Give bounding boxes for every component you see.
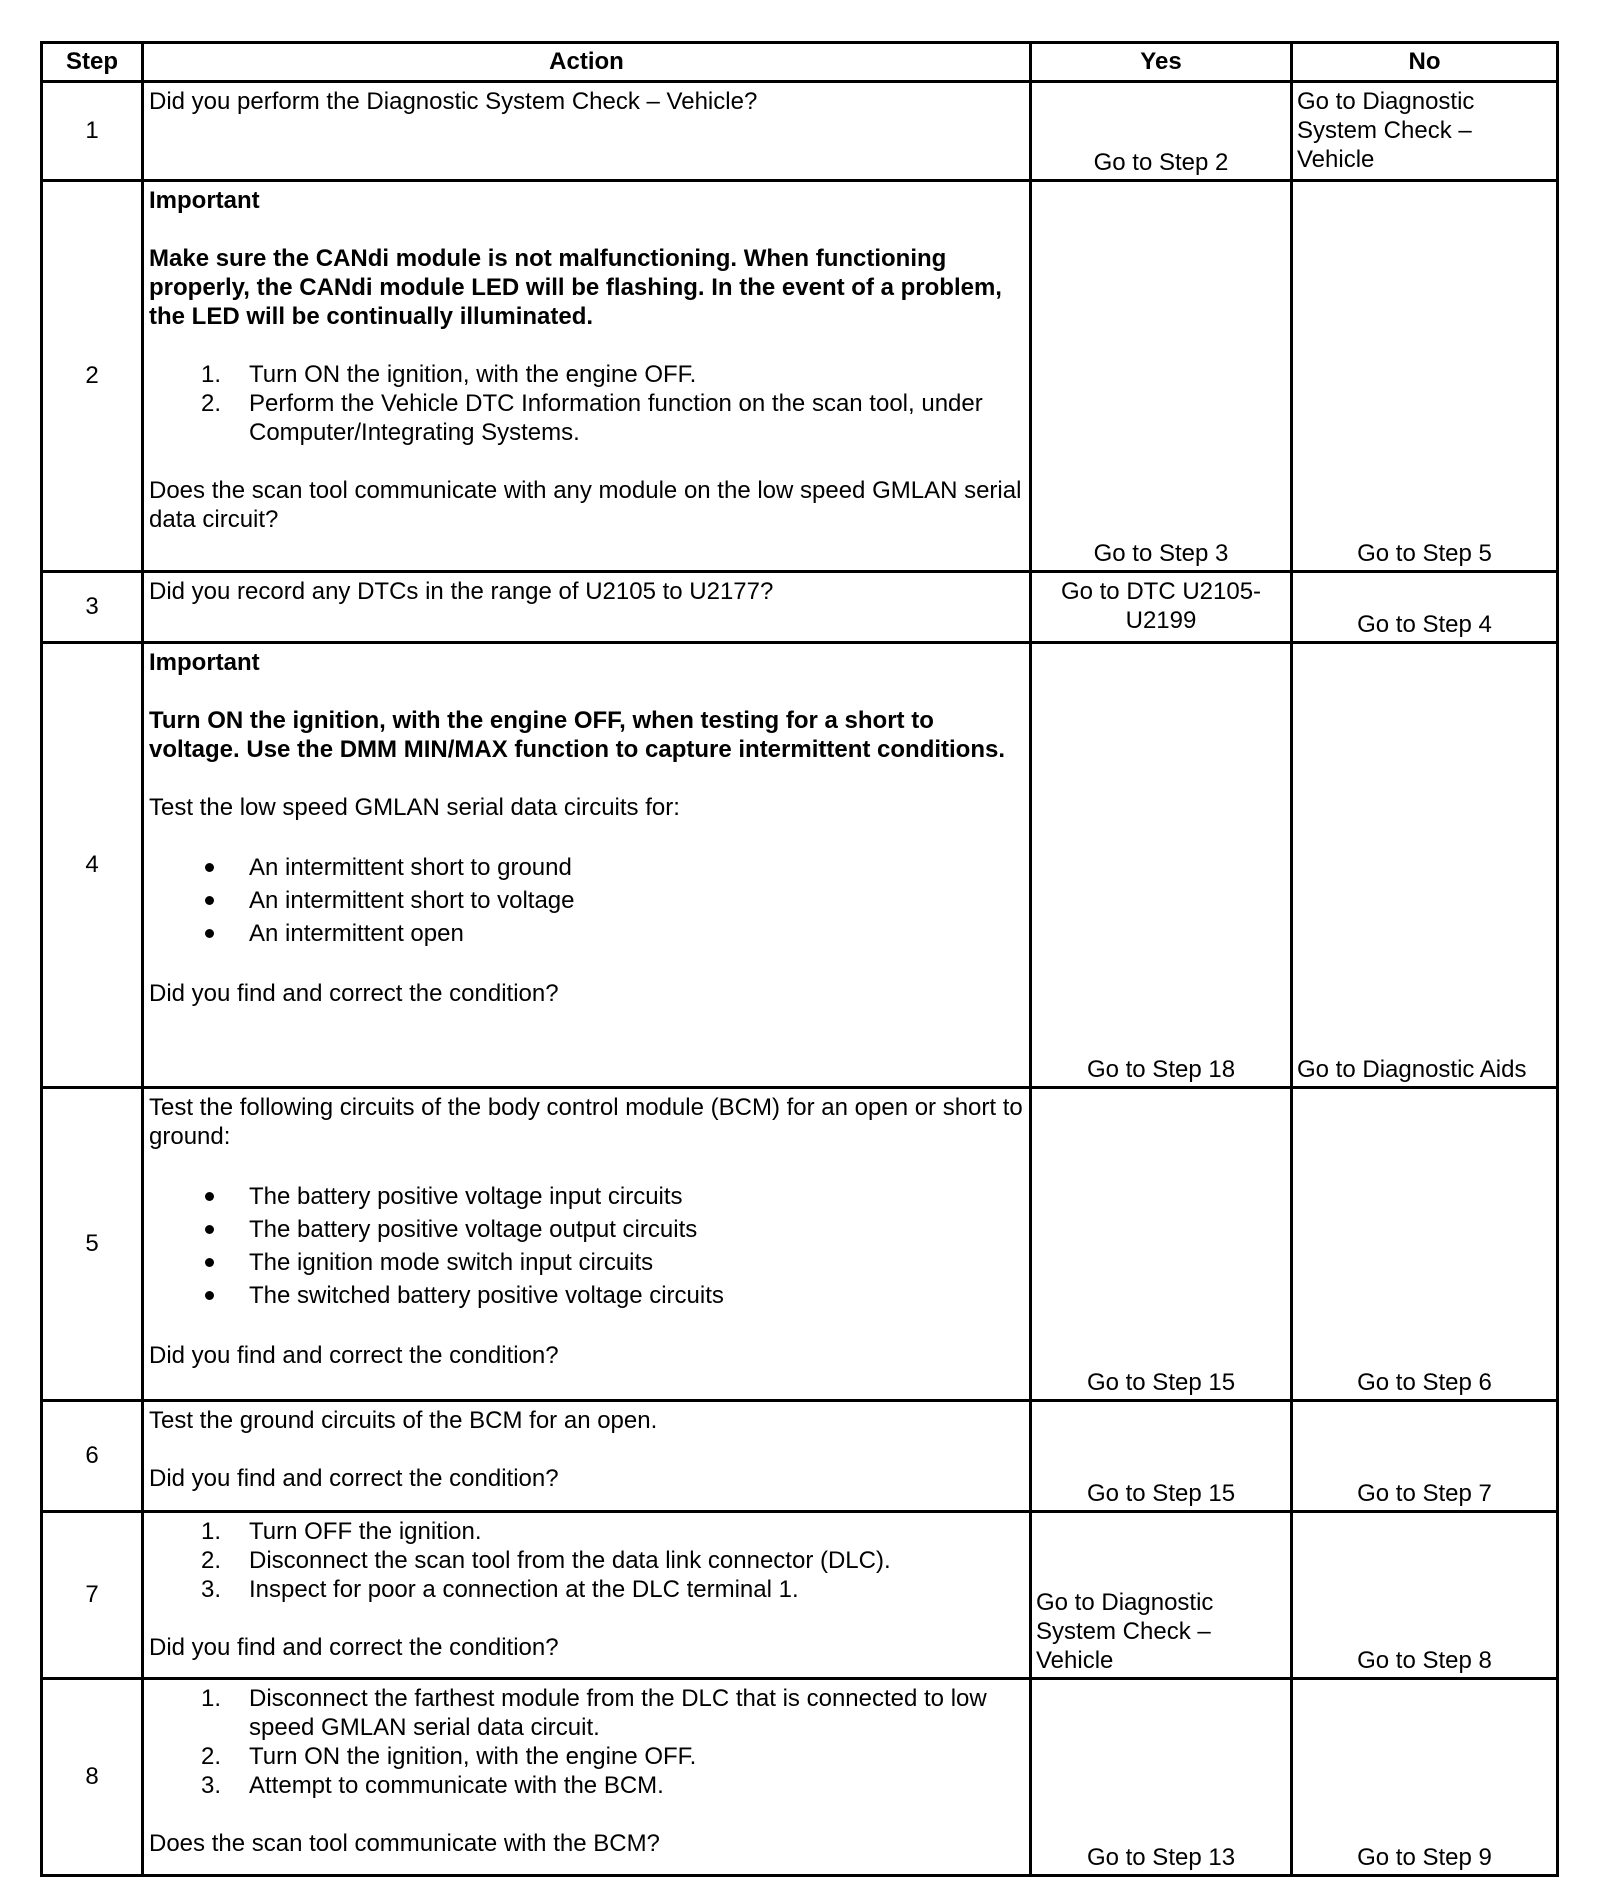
question-text: Did you record any DTCs in the range of U2105 to U2177? bbox=[149, 578, 774, 605]
important-note: Make sure the CANdi module is not malfunctioning. When functioning properly, the CANdi module LED will be flashing. In the event of a problem, the LED will be continually illuminated. bbox=[149, 245, 1002, 330]
action-cell bbox=[143, 572, 1031, 643]
table-row bbox=[42, 1679, 1558, 1876]
list-item: The battery positive voltage output circuits bbox=[149, 1213, 1025, 1246]
action-cell bbox=[143, 1401, 1031, 1512]
step-number: 7 bbox=[42, 1512, 143, 1679]
yes-cell bbox=[1031, 643, 1292, 1088]
question-text: Did you perform the Diagnostic System Check – Vehicle? bbox=[149, 88, 758, 115]
no-cell bbox=[1292, 82, 1558, 181]
step-number: 3 bbox=[42, 572, 143, 643]
list-item: An intermittent short to voltage bbox=[149, 884, 1025, 917]
yes-cell bbox=[1031, 181, 1292, 572]
question-text: Did you find and correct the condition? bbox=[149, 980, 559, 1007]
list-item: 3. Attempt to communicate with the BCM. bbox=[201, 1772, 664, 1799]
step-number: 6 bbox=[42, 1401, 143, 1512]
intro-text: Test the low speed GMLAN serial data circuits for: bbox=[149, 794, 680, 821]
no-cell bbox=[1292, 643, 1558, 1088]
list-item: 2. Turn ON the ignition, with the engine OFF. bbox=[201, 1743, 697, 1770]
no-result: Go to Step 4 bbox=[1357, 611, 1492, 638]
list-item: An intermittent open bbox=[149, 917, 1025, 950]
no-result: Go to Diagnostic System Check – Vehicle bbox=[1297, 88, 1475, 173]
no-cell bbox=[1292, 572, 1558, 643]
bullet-list bbox=[149, 1180, 1025, 1312]
list-item: 3. Inspect for poor a connection at the DLC terminal 1. bbox=[201, 1576, 799, 1603]
no-cell bbox=[1292, 1512, 1558, 1679]
table-row bbox=[42, 1401, 1558, 1512]
step-number: 8 bbox=[42, 1679, 143, 1876]
no-result: Go to Step 9 bbox=[1357, 1844, 1492, 1871]
action-cell bbox=[143, 1512, 1031, 1679]
table-header-row bbox=[42, 43, 1558, 82]
header-action: Action bbox=[143, 43, 1031, 82]
yes-result: Go to Diagnostic System Check – Vehicle bbox=[1036, 1589, 1214, 1674]
yes-result: Go to Step 2 bbox=[1093, 149, 1229, 176]
table-row bbox=[42, 181, 1558, 572]
no-result: Go to Step 5 bbox=[1357, 540, 1492, 567]
action-cell bbox=[143, 643, 1031, 1088]
diagnostic-table bbox=[40, 41, 1559, 1877]
no-result: Go to Diagnostic Aids bbox=[1297, 1056, 1527, 1083]
bullet-list bbox=[149, 851, 1025, 950]
action-cell bbox=[143, 82, 1031, 181]
step-number: 5 bbox=[42, 1088, 143, 1401]
instruction-list bbox=[149, 1684, 1025, 1800]
no-cell bbox=[1292, 1679, 1558, 1876]
important-heading: Important bbox=[149, 649, 260, 676]
list-item: 1. Disconnect the farthest module from the DLC that is connected to low speed GMLAN serial data circuit. bbox=[201, 1685, 987, 1741]
action-cell bbox=[143, 181, 1031, 572]
list-item: The ignition mode switch input circuits bbox=[149, 1246, 1025, 1279]
header-yes: Yes bbox=[1031, 43, 1292, 82]
no-cell bbox=[1292, 181, 1558, 572]
no-cell bbox=[1292, 1088, 1558, 1401]
important-heading: Important bbox=[149, 187, 260, 214]
yes-result: Go to Step 18 bbox=[1086, 1056, 1236, 1083]
table-row bbox=[42, 643, 1558, 1088]
yes-cell bbox=[1031, 572, 1292, 643]
step-number: 2 bbox=[42, 181, 143, 572]
no-result: Go to Step 7 bbox=[1357, 1480, 1492, 1507]
question-text: Does the scan tool communicate with any module on the low speed GMLAN serial data circuit? bbox=[149, 477, 1022, 533]
header-step: Step bbox=[42, 43, 143, 82]
question-text: Did you find and correct the condition? bbox=[149, 1465, 559, 1492]
question-text: Did you find and correct the condition? bbox=[149, 1634, 559, 1661]
yes-result: Go to Step 3 bbox=[1093, 540, 1229, 567]
table-row bbox=[42, 572, 1558, 643]
step-number: 4 bbox=[42, 643, 143, 1088]
no-result: Go to Step 8 bbox=[1357, 1647, 1492, 1674]
intro-text: Test the ground circuits of the BCM for an open. bbox=[149, 1407, 658, 1434]
instruction-list bbox=[149, 1517, 1025, 1604]
yes-result: Go to Step 15 bbox=[1086, 1369, 1236, 1396]
action-cell bbox=[143, 1088, 1031, 1401]
list-item: 2. Perform the Vehicle DTC Information function on the scan tool, under Computer/Integrating Systems. bbox=[201, 390, 983, 446]
yes-result: Go to DTC U2105-U2199 bbox=[1060, 578, 1262, 634]
list-item: 1. Turn ON the ignition, with the engine OFF. bbox=[201, 361, 697, 388]
yes-cell bbox=[1031, 1679, 1292, 1876]
intro-text: Test the following circuits of the body control module (BCM) for an open or short to ground: bbox=[149, 1094, 1023, 1150]
no-result: Go to Step 6 bbox=[1357, 1369, 1492, 1396]
list-item: 2. Disconnect the scan tool from the data link connector (DLC). bbox=[201, 1547, 891, 1574]
step-number: 1 bbox=[42, 82, 143, 181]
instruction-list bbox=[149, 360, 1025, 447]
yes-result: Go to Step 15 bbox=[1086, 1480, 1236, 1507]
yes-cell bbox=[1031, 82, 1292, 181]
yes-cell bbox=[1031, 1401, 1292, 1512]
important-note: Turn ON the ignition, with the engine OFF, when testing for a short to voltage. Use the DMM MIN/MAX function to capture intermittent conditions. bbox=[149, 707, 1006, 763]
question-text: Did you find and correct the condition? bbox=[149, 1342, 559, 1369]
list-item: The switched battery positive voltage circuits bbox=[149, 1279, 1025, 1312]
yes-cell bbox=[1031, 1512, 1292, 1679]
action-cell bbox=[143, 1679, 1031, 1876]
question-text: Does the scan tool communicate with the BCM? bbox=[149, 1830, 660, 1857]
no-cell bbox=[1292, 1401, 1558, 1512]
table-row bbox=[42, 1512, 1558, 1679]
list-item: An intermittent short to ground bbox=[149, 851, 1025, 884]
table-row bbox=[42, 82, 1558, 181]
list-item: The battery positive voltage input circuits bbox=[149, 1180, 1025, 1213]
yes-cell bbox=[1031, 1088, 1292, 1401]
yes-result: Go to Step 13 bbox=[1086, 1844, 1236, 1871]
table-row bbox=[42, 1088, 1558, 1401]
header-no: No bbox=[1292, 43, 1558, 82]
list-item: 1. Turn OFF the ignition. bbox=[201, 1518, 482, 1545]
